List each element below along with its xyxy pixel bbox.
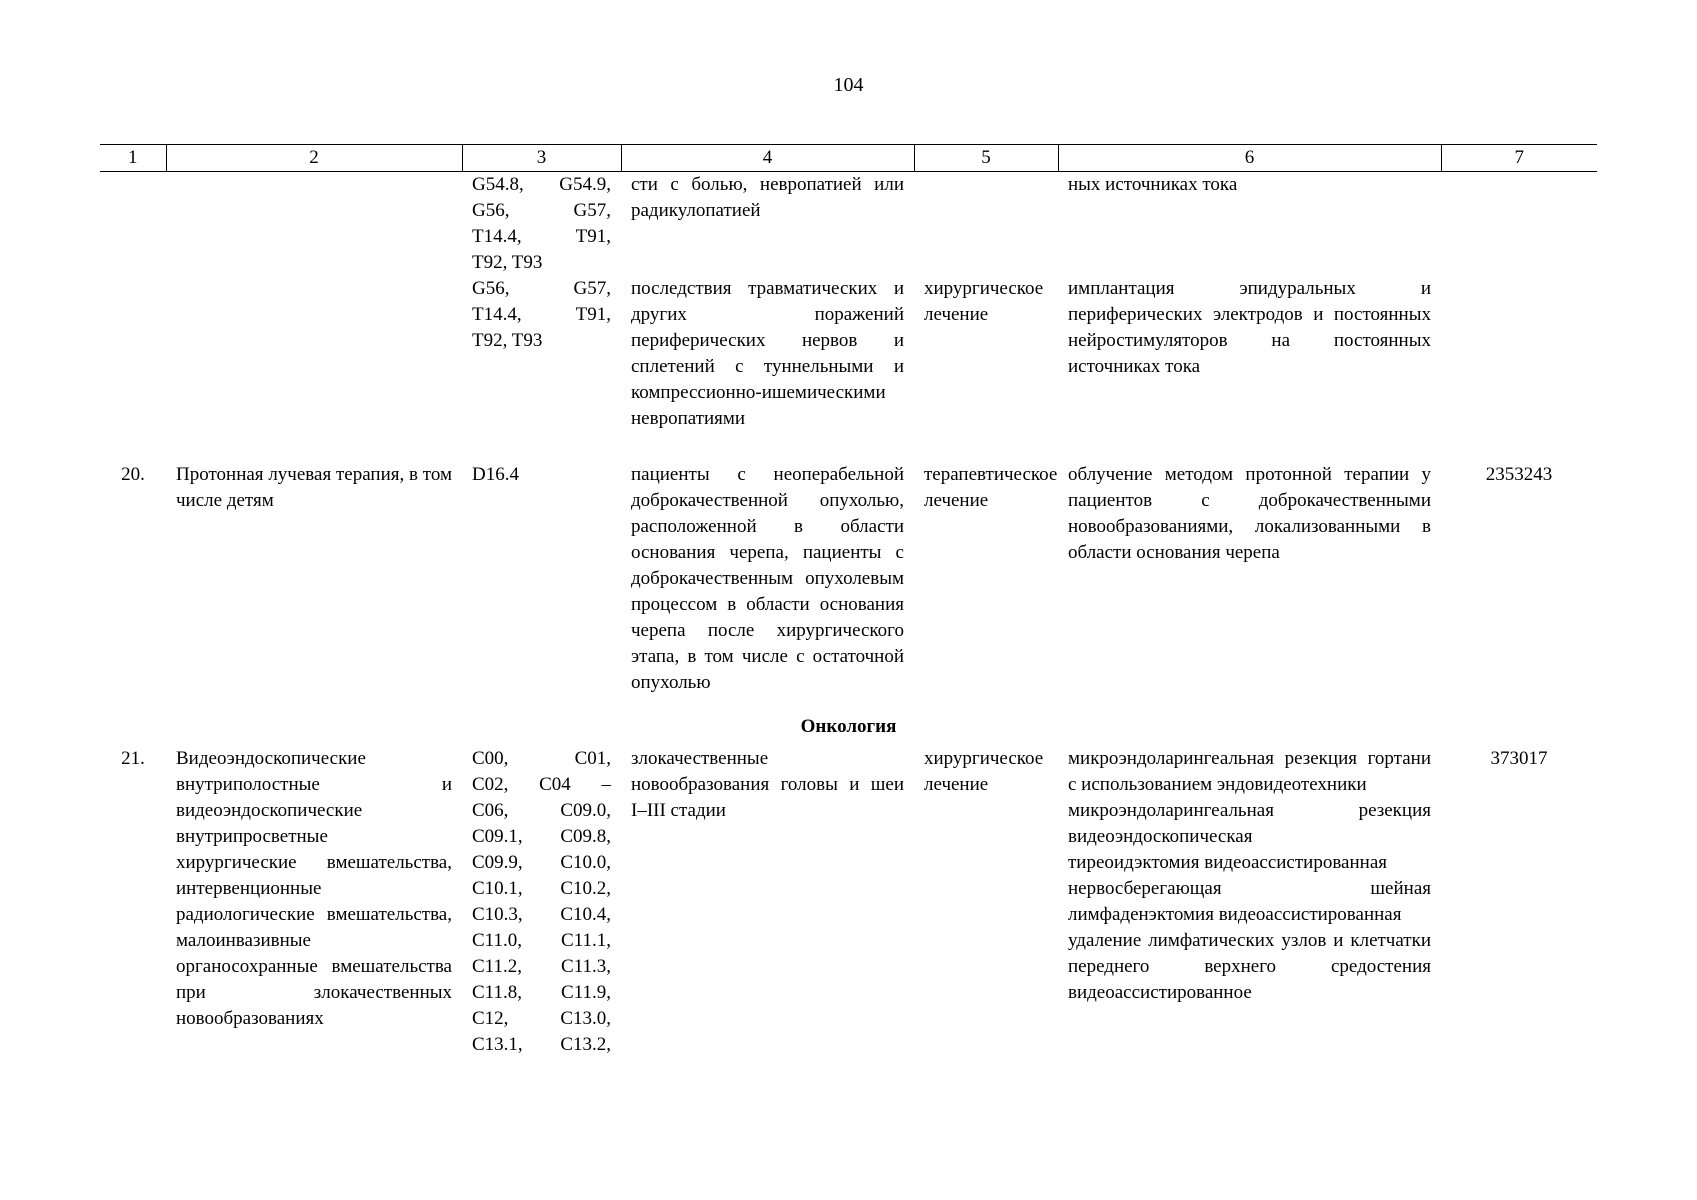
procedure-name xyxy=(166,276,462,432)
row-number xyxy=(100,172,166,277)
header-col-2: 2 xyxy=(166,145,462,172)
section-row xyxy=(100,710,1597,746)
code-line: C00, C01, xyxy=(472,748,611,769)
code-line: C10.3, C10.4, xyxy=(472,904,611,925)
code-line: C13.1, C13.2, xyxy=(472,1034,611,1055)
table-row xyxy=(100,276,1597,432)
section-title: Онкология xyxy=(800,716,897,737)
procedure-name: Видеоэндоскопические внутриполостные и видеоэндоскопические внутрипросветные хирургические вмешательства, интервенционные радиологические вмешательства, малоинвазивные органосохранные вмешательства при злокачественных новообразованиях xyxy=(176,748,452,1029)
diagnosis-codes xyxy=(462,276,621,432)
patient-model: последствия травматических и других поражений периферических нервов и сплетений с туннельными и компрессионно-ишемическими невропатиями xyxy=(631,278,904,429)
header-col-7: 7 xyxy=(1441,145,1597,172)
diagnosis-codes xyxy=(462,462,621,696)
row-number xyxy=(100,276,166,432)
method-item: удаление лимфатических узлов и клетчатки переднего верхнего средостения видеоассистированное xyxy=(1068,930,1431,1003)
code-line: T14.4, T91, xyxy=(472,226,611,247)
page-number: 104 xyxy=(833,74,864,96)
code-line: G56, G57, xyxy=(472,278,611,299)
procedure-name: Протонная лучевая терапия, в том числе детям xyxy=(176,464,452,511)
header-col-3: 3 xyxy=(462,145,621,172)
patient-model: злокачественные новообразования головы и шеи I–III стадии xyxy=(631,748,904,821)
code-line: C06, C09.0, xyxy=(472,800,611,821)
code-line: G56, G57, xyxy=(472,200,611,221)
treatment-type xyxy=(914,172,1058,277)
code-line: C11.8, C11.9, xyxy=(472,982,611,1003)
table-row xyxy=(100,462,1597,696)
code-line: D16.4 xyxy=(472,464,519,485)
cost-value: 373017 xyxy=(1490,748,1548,769)
treatment-method: имплантация эпидуральных и периферических электродов и постоянных нейростимуляторов на постоянных источниках тока xyxy=(1068,278,1431,377)
table-row xyxy=(100,746,1597,1058)
cost-value xyxy=(1441,276,1597,432)
header-col-4: 4 xyxy=(621,145,914,172)
treatment-method: облучение методом протонной терапии у пациентов с доброкачественными новообразованиями, локализованными в области основания черепа xyxy=(1068,464,1431,563)
header-row xyxy=(100,145,1597,172)
patient-model: пациенты с неоперабельной доброкачественной опухолью, расположенной в области основания черепа, пациенты с доброкачественным опухолевым процессом в области основания черепа после хирургического этапа, в том числе с остаточной опухолью xyxy=(631,464,904,693)
diagnosis-codes xyxy=(462,172,621,277)
method-item: нервосберегающая шейная лимфаденэктомия видеоассистированная xyxy=(1068,878,1431,925)
method-item: микроэндоларингеальная резекция видеоэндоскопическая xyxy=(1068,800,1431,847)
method-item: тиреоидэктомия видеоассистированная xyxy=(1068,852,1387,873)
code-line: C02, C04 – xyxy=(472,774,611,795)
header-col-5: 5 xyxy=(914,145,1058,172)
procedures-table xyxy=(100,144,1597,1058)
table-row xyxy=(100,172,1597,277)
treatment-type: терапевтическое лечение xyxy=(924,464,1058,511)
row-spacer xyxy=(100,432,1597,462)
diagnosis-codes xyxy=(462,746,621,1058)
code-line: T92, T93 xyxy=(472,252,543,273)
code-line: C09.9, C10.0, xyxy=(472,852,611,873)
header-col-6: 6 xyxy=(1058,145,1441,172)
row-number: 21. xyxy=(121,748,145,769)
code-line: T14.4, T91, xyxy=(472,304,611,325)
row-spacer xyxy=(100,696,1597,710)
treatment-type: хирургическое лечение xyxy=(924,748,1044,795)
code-line: C12, C13.0, xyxy=(472,1008,611,1029)
method-item: микроэндоларингеальная резекция гортани с использованием эндовидеотехники xyxy=(1068,748,1431,795)
code-line: C11.0, C11.1, xyxy=(472,930,611,951)
code-line: T92, T93 xyxy=(472,330,543,351)
code-line: C09.1, C09.8, xyxy=(472,826,611,847)
cost-value xyxy=(1441,172,1597,277)
header-col-1: 1 xyxy=(100,145,166,172)
row-number: 20. xyxy=(121,464,145,485)
code-line: C10.1, C10.2, xyxy=(472,878,611,899)
code-line: G54.8, G54.9, xyxy=(472,174,611,195)
code-line: C11.2, C11.3, xyxy=(472,956,611,977)
procedure-name xyxy=(166,172,462,277)
patient-model: сти с болью, невропатией или радикулопатией xyxy=(631,174,904,221)
treatment-methods xyxy=(1058,746,1441,1058)
treatment-type: хирургическое лечение xyxy=(924,278,1044,325)
cost-value: 2353243 xyxy=(1485,464,1553,485)
treatment-method: ных источниках тока xyxy=(1068,174,1238,195)
